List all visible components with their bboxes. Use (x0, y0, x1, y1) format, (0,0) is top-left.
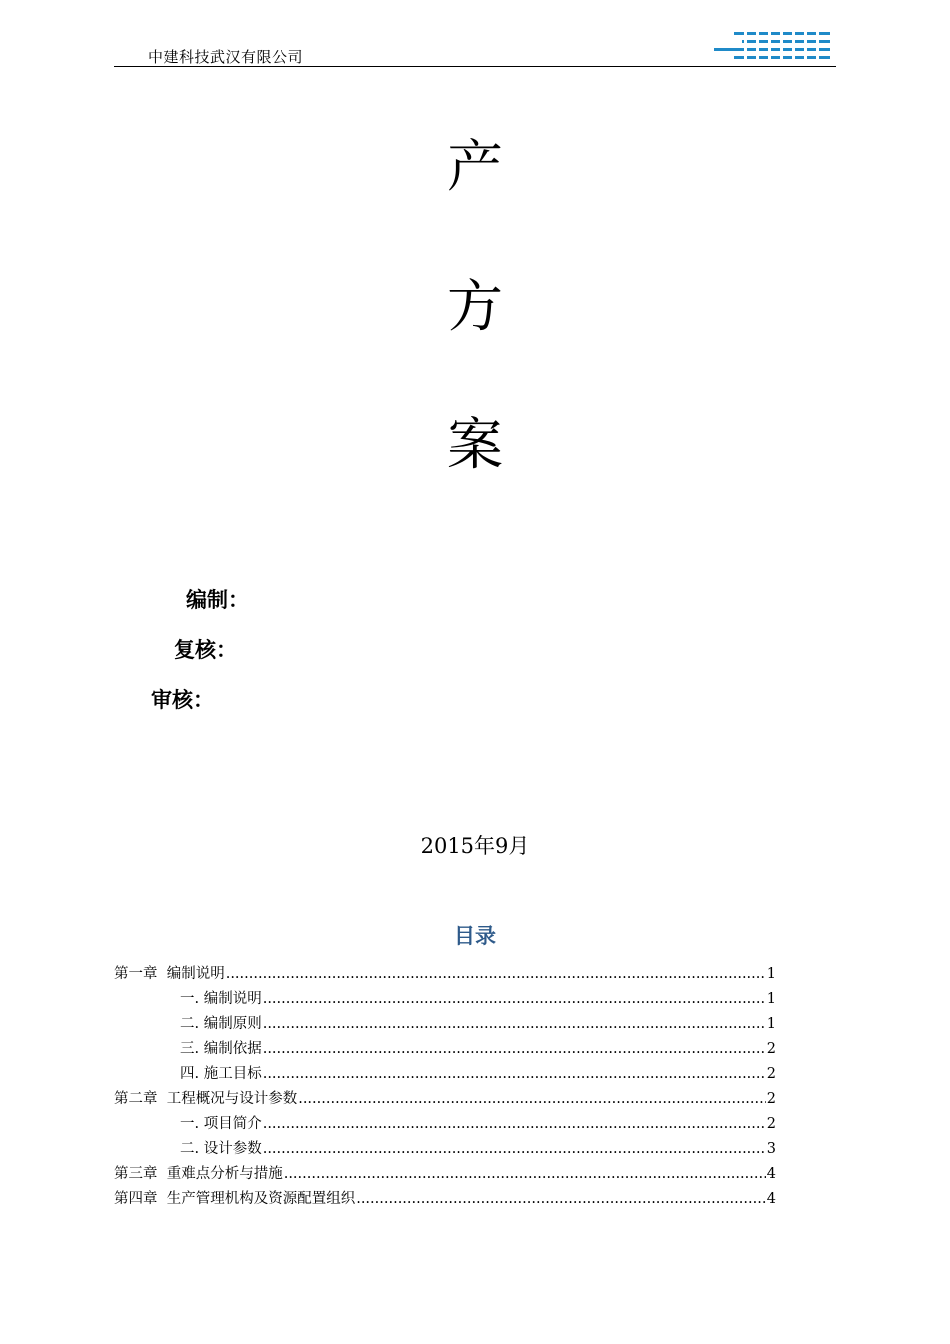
toc-entry-page: 1 (766, 966, 776, 982)
toc-leader-dots (263, 1116, 766, 1132)
toc-entry-page: 2 (766, 1116, 776, 1132)
toc-leader-dots (263, 1141, 766, 1157)
header-divider (114, 66, 836, 67)
toc-entry[interactable] (114, 1037, 776, 1062)
toc-entry[interactable] (114, 1162, 776, 1187)
toc-leader-dots (263, 991, 766, 1007)
toc-entry[interactable] (114, 987, 776, 1012)
compile-label: 编制： (186, 588, 249, 612)
toc-entry-page: 2 (766, 1066, 776, 1082)
toc-entry-label: 三. 编制依据 (180, 1041, 262, 1057)
header-company-name: 中建科技武汉有限公司 (148, 48, 304, 66)
company-logo-icon (712, 28, 830, 64)
toc-entry-label: 四. 施工目标 (180, 1066, 262, 1082)
toc-entry-page: 2 (766, 1041, 776, 1057)
toc-entry-label: 第三章 重难点分析与措施 (114, 1166, 283, 1182)
toc-entry[interactable] (114, 1137, 776, 1162)
title-char-1: 产 (447, 135, 503, 200)
toc-entry-page: 1 (766, 1016, 776, 1032)
toc-entry[interactable] (114, 962, 776, 987)
toc-entry[interactable] (114, 1187, 776, 1212)
toc-leader-dots (226, 966, 766, 982)
toc-entry-page: 3 (766, 1141, 776, 1157)
toc-entry-page: 2 (766, 1091, 776, 1107)
toc-entry-page: 1 (766, 991, 776, 1007)
table-of-contents (114, 962, 776, 1212)
review-label: 复核： (174, 638, 237, 662)
toc-entry-page: 4 (766, 1191, 776, 1207)
title-char-2: 方 (447, 275, 503, 340)
toc-leader-dots (298, 1091, 766, 1107)
toc-leader-dots (284, 1166, 766, 1182)
toc-leader-dots (263, 1041, 766, 1057)
title-char-3: 案 (447, 413, 503, 478)
toc-title: 目录 (454, 924, 496, 948)
toc-entry[interactable] (114, 1062, 776, 1087)
toc-entry-label: 二. 编制原则 (180, 1016, 262, 1032)
toc-entry-label: 第一章 编制说明 (114, 966, 225, 982)
toc-leader-dots (356, 1191, 766, 1207)
toc-entry-label: 一. 编制说明 (180, 991, 262, 1007)
audit-label: 审核： (151, 688, 214, 712)
toc-entry-page: 4 (766, 1166, 776, 1182)
toc-entry-label: 一. 项目简介 (180, 1116, 262, 1132)
cover-date: 2015年9月 (420, 834, 530, 858)
toc-entry[interactable] (114, 1087, 776, 1112)
toc-leader-dots (263, 1016, 766, 1032)
toc-leader-dots (263, 1066, 766, 1082)
toc-entry-label: 第二章 工程概况与设计参数 (114, 1091, 298, 1107)
toc-entry-label: 第四章 生产管理机构及资源配置组织 (114, 1191, 356, 1207)
toc-entry[interactable] (114, 1112, 776, 1137)
toc-entry-label: 二. 设计参数 (180, 1141, 262, 1157)
toc-entry[interactable] (114, 1012, 776, 1037)
